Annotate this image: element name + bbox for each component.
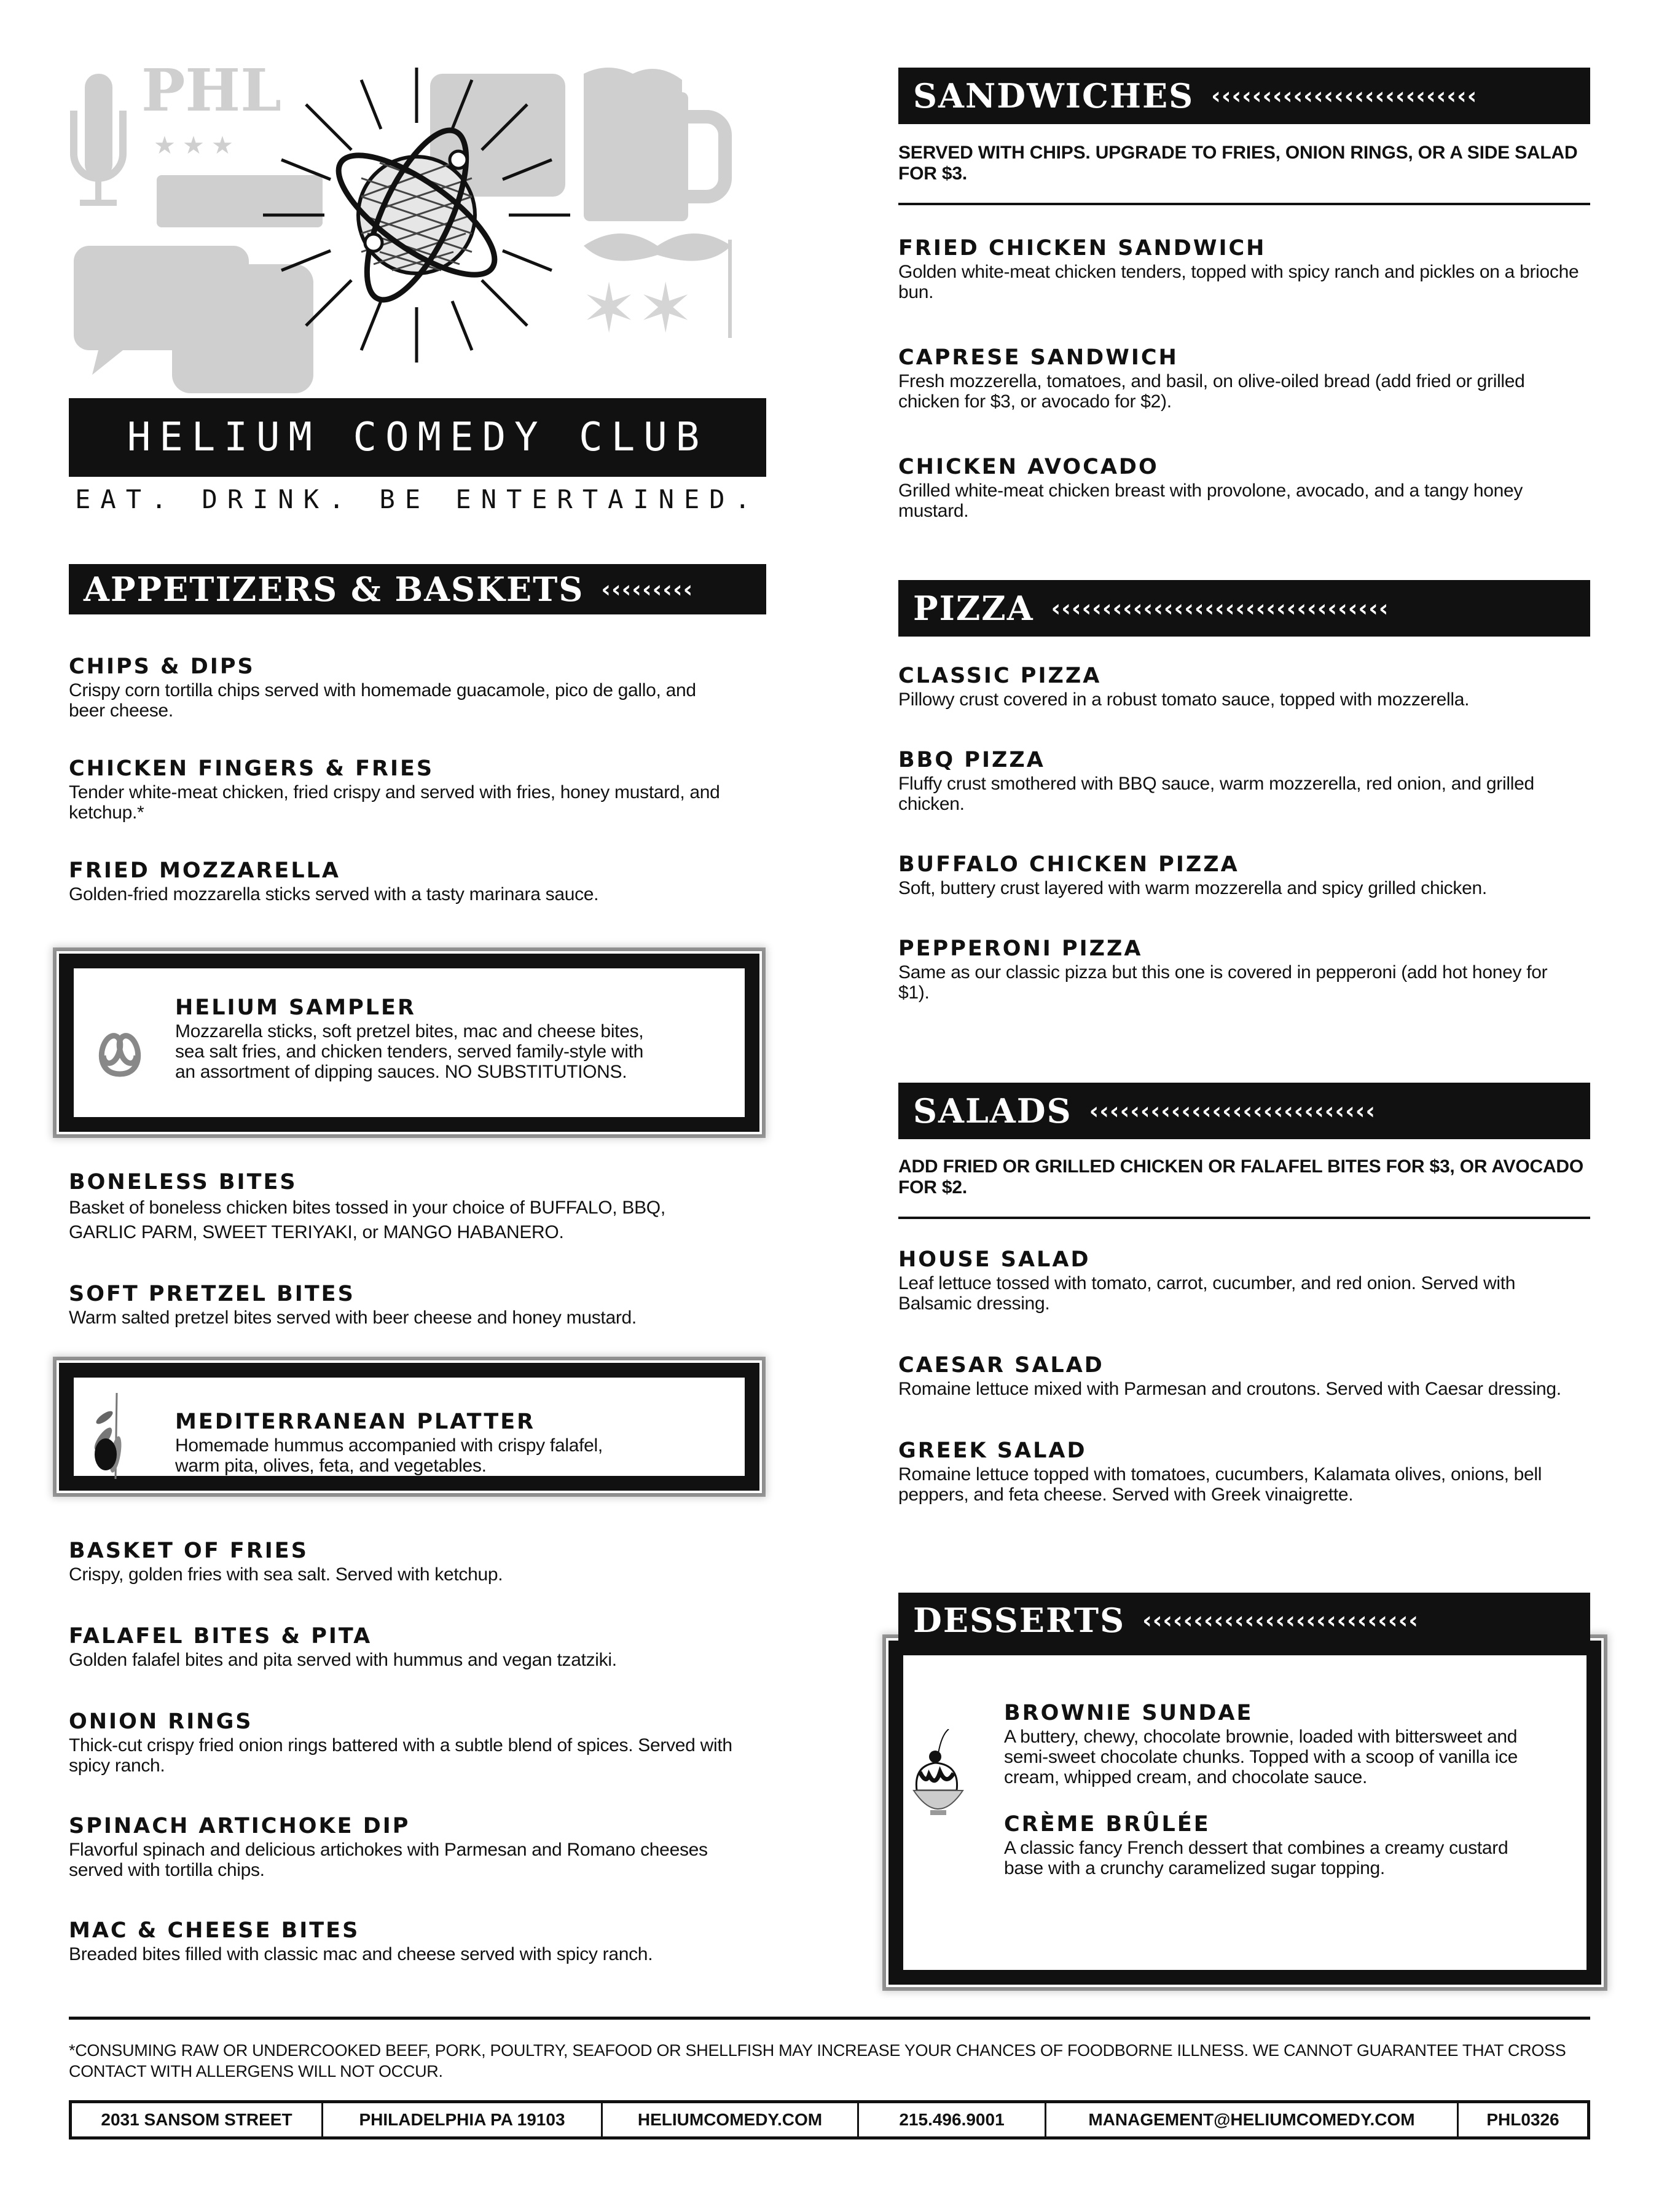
item-name: CHICKEN FINGERS & FRIES	[69, 756, 434, 781]
item-name: BBQ PIZZA	[898, 748, 1045, 772]
featured-item-helium-sampler	[59, 954, 759, 1132]
item-name: FRIED MOZZARELLA	[69, 858, 341, 883]
section-header-sandwiches	[898, 68, 1590, 124]
item-description: Mozzarella sticks, soft pretzel bites, mac and cheese bites, sea salt fries, and chicken tenders, served family-style with an assortment of dipping sauces. NO SUBSTITUTIONS.	[175, 1021, 644, 1082]
item-name: BROWNIE SUNDAE	[1004, 1701, 1253, 1725]
menu-item	[898, 345, 1590, 412]
menu-item	[69, 1624, 782, 1670]
contact-phone[interactable]: 215.496.9001	[859, 2103, 1046, 2136]
menu-item	[69, 1814, 782, 1880]
microphone-icon	[74, 74, 123, 206]
menu-item	[69, 756, 782, 823]
section-title: SANDWICHES	[913, 76, 1194, 116]
menu-item	[898, 748, 1599, 814]
logo-artwork	[68, 61, 768, 406]
section-header-appetizers	[69, 564, 766, 614]
item-description: Golden falafel bites and pita served with hummus and vegan tzatziki.	[69, 1650, 617, 1670]
desserts-box	[888, 1641, 1601, 1985]
chevron-decoration-icon: ‹‹‹‹‹‹‹‹‹‹‹‹‹‹‹‹‹‹‹‹‹‹‹‹‹‹	[1211, 82, 1478, 109]
star-icon: ✶✶	[581, 271, 694, 347]
contact-email-link[interactable]: MANAGEMENT@HELIUMCOMEDY.COM	[1046, 2103, 1459, 2136]
menu-item	[898, 1353, 1590, 1399]
olive-branch-icon	[92, 1393, 123, 1479]
allergen-disclaimer: *CONSUMING RAW OR UNDERCOOKED BEEF, PORK, POULTRY, SEAFOOD OR SHELLFISH MAY INCREASE YOUR CHANCES OF FOODBORNE ILLNESS. WE CANNOT GUARANTEE THAT CROSS CONTACT WITH ALLERGENS WILL NOT OCCUR.	[69, 2041, 1566, 2081]
menu-item	[898, 664, 1599, 710]
sandwich-list	[898, 236, 1590, 521]
section-header-pizza	[898, 580, 1590, 637]
item-name: HOUSE SALAD	[898, 1247, 1091, 1272]
footer-divider	[69, 2017, 1590, 2020]
item-description: Romaine lettuce mixed with Parmesan and croutons. Served with Caesar dressing.	[898, 1379, 1561, 1399]
item-description: Golden white-meat chicken tenders, topped with spicy ranch and pickles on a brioche bun.	[898, 262, 1579, 302]
menu-item	[898, 455, 1590, 521]
featured-item-mediterranean-platter	[59, 1363, 759, 1491]
contact-bar	[69, 2100, 1590, 2139]
item-description: Flavorful spinach and delicious artichokes with Parmesan and Romano cheeses served with tortilla chips.	[69, 1840, 708, 1880]
item-description: Basket of boneless chicken bites tossed in your choice of BUFFALO, BBQ, GARLIC PARM, SWEET TERIYAKI, or MANGO HABANERO.	[69, 1198, 665, 1242]
menu-item	[69, 1282, 782, 1328]
brand-tagline: EAT. DRINK. BE ENTERTAINED.	[75, 484, 760, 514]
item-description: A buttery, chewy, chocolate brownie, loaded with bittersweet and semi-sweet chocolate chunks. Topped with a scoop of vanilla ice cream, whipped cream, and chocolate sauce.	[1004, 1727, 1518, 1787]
menu-item	[898, 1247, 1590, 1314]
item-name: SPINACH ARTICHOKE DIP	[69, 1814, 410, 1838]
pizza-list	[898, 664, 1599, 1003]
menu-item	[898, 852, 1599, 898]
beer-mug-icon	[584, 68, 725, 221]
menu-item	[1004, 1701, 1545, 1787]
menu-item	[69, 1170, 782, 1245]
mustache-icon	[584, 233, 731, 261]
item-description: Romaine lettuce topped with tomatoes, cucumbers, Kalamata olives, onions, bell peppers, and feta cheese. Served with Greek vinaigrette.	[898, 1464, 1542, 1505]
item-description: Crispy corn tortilla chips served with homemade guacamole, pico de gallo, and beer cheese.	[69, 680, 696, 721]
section-header-desserts	[898, 1593, 1590, 1648]
sundae-icon	[911, 1729, 966, 1821]
menu-item	[898, 236, 1590, 302]
section-title: PIZZA	[913, 589, 1034, 628]
item-description: Soft, buttery crust layered with warm mozzerella and spicy grilled chicken.	[898, 878, 1487, 898]
item-name: CLASSIC PIZZA	[898, 664, 1102, 688]
appetizer-list-1	[69, 654, 782, 904]
contact-city: PHILADELPHIA PA 19103	[323, 2103, 603, 2136]
chevron-decoration-icon: ‹‹‹‹‹‹‹‹‹‹‹‹‹‹‹‹‹‹‹‹‹‹‹‹‹‹‹‹‹‹‹‹‹	[1051, 595, 1389, 622]
item-name: ONION RINGS	[69, 1709, 253, 1734]
section-title: SALADS	[913, 1091, 1072, 1131]
contact-website-link[interactable]: HELIUMCOMEDY.COM	[603, 2103, 859, 2136]
menu-item	[898, 1438, 1590, 1505]
item-name: HELIUM SAMPLER	[175, 995, 416, 1020]
section-header-salads	[898, 1083, 1590, 1139]
item-name: FALAFEL BITES & PITA	[69, 1624, 372, 1649]
item-name: MEDITERRANEAN PLATTER	[175, 1410, 536, 1434]
section-note: SERVED WITH CHIPS. UPGRADE TO FRIES, ONION RINGS, OR A SIDE SALAD FOR $3.	[898, 143, 1578, 184]
stars-icon: ★ ★ ★	[154, 132, 233, 159]
item-description: Golden-fried mozzarella sticks served with a tasty marinara sauce.	[69, 884, 599, 904]
chevron-decoration-icon: ‹‹‹‹‹‹‹‹‹‹‹‹‹‹‹‹‹‹‹‹‹‹‹‹‹‹‹‹	[1089, 1097, 1376, 1124]
contact-address: 2031 SANSOM STREET	[72, 2103, 323, 2136]
item-description: Fluffy crust smothered with BBQ sauce, warm mozzerella, red onion, and grilled chicken.	[898, 774, 1534, 814]
item-description: Breaded bites filled with classic mac and cheese served with spicy ranch.	[69, 1944, 653, 1964]
item-name: GREEK SALAD	[898, 1438, 1087, 1463]
item-name: BONELESS BITES	[69, 1170, 297, 1194]
item-name: CAPRESE SANDWICH	[898, 345, 1179, 370]
item-name: CHICKEN AVOCADO	[898, 455, 1159, 479]
item-description: Crispy, golden fries with sea salt. Served with ketchup.	[69, 1564, 503, 1585]
menu-item	[69, 1539, 782, 1585]
phl-text: PHL	[141, 61, 281, 125]
section-title: APPETIZERS & BASKETS	[84, 570, 584, 609]
item-name: FRIED CHICKEN SANDWICH	[898, 236, 1266, 261]
menu-item	[69, 654, 782, 721]
chevron-decoration-icon: ‹‹‹‹‹‹‹‹‹	[601, 576, 694, 603]
brand-banner	[69, 398, 766, 477]
background-icons	[68, 61, 768, 406]
item-description: A classic fancy French dessert that combines a creamy custard base with a crunchy caramelized sugar topping.	[1004, 1838, 1508, 1878]
item-description: Leaf lettuce tossed with tomato, carrot, cucumber, and red onion. Served with Balsamic dressing.	[898, 1273, 1516, 1314]
item-name: CRÈME BRÛLÉE	[1004, 1812, 1210, 1837]
menu-item	[1004, 1812, 1545, 1878]
item-description: Warm salted pretzel bites served with beer cheese and honey mustard.	[69, 1308, 637, 1328]
item-description: Homemade hummus accompanied with crispy falafel, warm pita, olives, feta, and vegetables.	[175, 1435, 603, 1476]
item-name: SOFT PRETZEL BITES	[69, 1282, 355, 1306]
menu-item	[69, 858, 782, 904]
section-title: DESSERTS	[913, 1601, 1126, 1640]
item-description: Fresh mozzerella, tomatoes, and basil, on olive-oiled bread (add fried or grilled chicken for $3, or avocado for $2).	[898, 371, 1525, 412]
item-description: Grilled white-meat chicken breast with provolone, avocado, and a tangy honey mustard.	[898, 480, 1523, 521]
item-name: CAESAR SALAD	[898, 1353, 1104, 1378]
pretzel-icon	[98, 1025, 141, 1080]
item-description: Pillowy crust covered in a robust tomato sauce, topped with mozzerella.	[898, 689, 1470, 710]
menu-item	[898, 936, 1599, 1003]
section-note: ADD FRIED OR GRILLED CHICKEN OR FALAFEL BITES FOR $3, OR AVOCADO FOR $2.	[898, 1156, 1584, 1198]
menu-item	[69, 1918, 782, 1964]
item-description: Same as our classic pizza but this one is covered in pepperoni (add hot honey for $1).	[898, 962, 1548, 1003]
item-name: BASKET OF FRIES	[69, 1539, 308, 1563]
item-name: BUFFALO CHICKEN PIZZA	[898, 852, 1239, 877]
item-name: PEPPERONI PIZZA	[898, 936, 1143, 961]
divider	[898, 1217, 1590, 1219]
menu-code: PHL0326	[1486, 2110, 1559, 2129]
ticket-icon	[157, 175, 323, 227]
item-description: Tender white-meat chicken, fried crispy and served with fries, honey mustard, and ketchup.*	[69, 782, 720, 823]
item-name: MAC & CHEESE BITES	[69, 1918, 360, 1943]
item-name: CHIPS & DIPS	[69, 654, 255, 679]
menu-item	[69, 1709, 782, 1776]
salad-list	[898, 1247, 1590, 1505]
brand-title: HELIUM COMEDY CLUB	[127, 415, 708, 460]
item-description: Thick-cut crispy fried onion rings battered with a subtle blend of spices. Served with spicy ranch.	[69, 1735, 732, 1776]
appetizer-list-2	[69, 1170, 782, 1328]
divider	[898, 203, 1590, 205]
appetizer-list-3	[69, 1539, 782, 1964]
chevron-decoration-icon: ‹‹‹‹‹‹‹‹‹‹‹‹‹‹‹‹‹‹‹‹‹‹‹‹‹‹‹	[1142, 1607, 1419, 1634]
